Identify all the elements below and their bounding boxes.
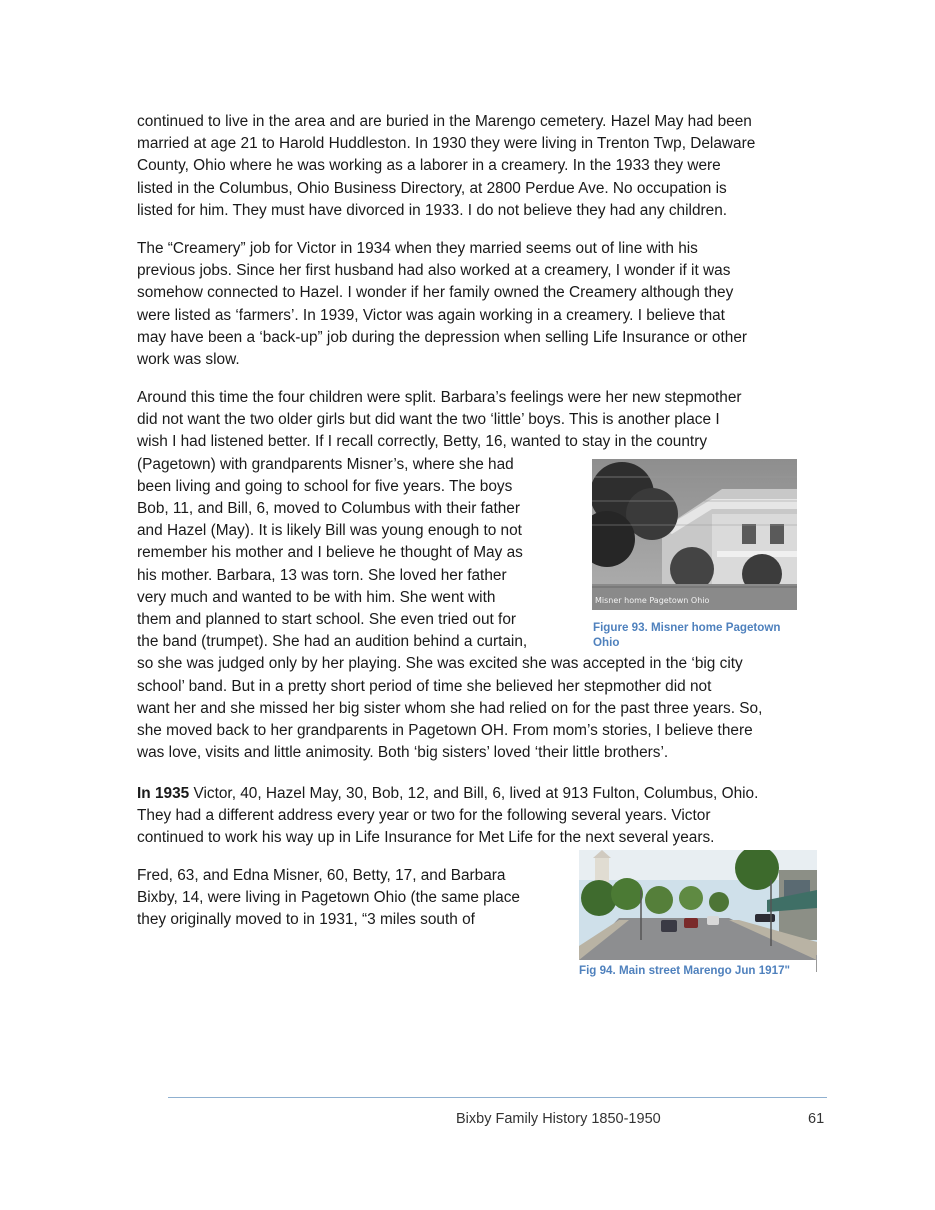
text-line: somehow connected to Hazel. I wonder if her family owned the Creamery although they (137, 284, 734, 302)
paragraph-1 (137, 111, 755, 222)
text-line: were listed as ‘farmers’. In 1939, Victor was again working in a creamery. I believe that (137, 306, 725, 324)
text-line: his mother. Barbara, 13 was torn. She loved her father (137, 566, 507, 584)
text-line: so she was judged only by her playing. She was excited she was accepted in the ‘big city (137, 655, 743, 673)
caption-line: Figure 93. Misner home Pagetown (593, 621, 781, 634)
text-line: work was slow. (137, 351, 240, 369)
text-line: The “Creamery” job for Victor in 1934 when they married seems out of line with his (137, 240, 698, 257)
footer-rule (168, 1097, 827, 1098)
paragraph-5 (137, 865, 520, 932)
figure-94-border (816, 955, 817, 972)
text-line: Fred, 63, and Edna Misner, 60, Betty, 17, and Barbara (137, 867, 506, 884)
text-line: listed for him. They must have divorced in 1933. I do not believe they had any children. (137, 201, 728, 219)
text-line: may have been a ‘back-up” job during the depression when selling Life Insurance or other (137, 328, 748, 346)
text-line: them and planned to start school. She even tried out for (137, 611, 517, 629)
text-line: remember his mother and I believe he thought of May as (137, 544, 523, 562)
text-line: Bob, 11, and Bill, 6, moved to Columbus with their father (137, 500, 520, 518)
text-line: school’ band. But in a pretty short period of time she believed her stepmother did not (137, 677, 712, 695)
text-line: was love, visits and little animosity. Both ‘big sisters’ loved ‘their little brothers’. (137, 744, 669, 762)
text-line: previous jobs. Since her first husband had also worked at a creamery, I wonder if it was (137, 262, 731, 280)
text-line: and Hazel (May). It is likely Bill was young enough to not (137, 522, 522, 540)
text-line: married at age 21 to Harold Huddleston. In 1930 they were living in Trenton Twp, Delaware (137, 135, 756, 153)
misner-home-photo (592, 459, 797, 610)
text-line: did not want the two older girls but did want the two ‘little’ boys. This is another place I (137, 411, 720, 429)
text-line: (Pagetown) with grandparents Misner’s, where she had (137, 455, 514, 473)
text-line: County, Ohio where he was working as a laborer in a creamery. In the 1933 they were (137, 157, 721, 175)
page-number: 61 (808, 1111, 825, 1127)
paragraph-4 (137, 783, 758, 850)
text-line: continued to live in the area and are buried in the Marengo cemetery. Hazel May had been (137, 113, 752, 130)
text-line: wish I had listened better. If I recall correctly, Betty, 16, wanted to stay in the country (137, 433, 708, 451)
text-line: very much and wanted to be with him. She went with (137, 588, 496, 606)
text-line: Bixby, 14, were living in Pagetown Ohio (the same place (137, 889, 520, 907)
text-line: want her and she missed her big sister whom she had relied on for the past three years. So, (137, 699, 763, 717)
caption-line: Ohio (593, 636, 620, 649)
photo-handwritten-label: Misner home Pagetown Ohio (595, 596, 710, 605)
text-line: listed in the Columbus, Ohio Business Directory, at 2800 Perdue Ave. No occupation is (137, 179, 727, 197)
text-line: been living and going to school for five years. The boys (137, 477, 513, 495)
text-line: she moved back to her grandparents in Pagetown OH. From mom’s stories, I believe there (137, 722, 753, 740)
figure-94-photo (579, 850, 817, 960)
text-line: Around this time the four children were split. Barbara’s feelings were her new stepmother (137, 389, 742, 406)
figure-94-caption: Fig 94. Main street Marengo Jun 1917" (579, 964, 791, 977)
year-heading: In 1935 (137, 785, 190, 802)
text-line: the band (trumpet). She had an audition behind a curtain, (137, 633, 528, 651)
text-line: continued to work his way up in Life Insurance for Met Life for the next several years. (137, 829, 715, 847)
text-line: They had a different address every year or two for the following several years. Victor (137, 807, 711, 825)
text-line (137, 783, 758, 805)
text-span: Victor, 40, Hazel May, 30, Bob, 12, and Bill, 6, lived at 913 Fulton, Columbus, Ohio. (189, 785, 759, 802)
text-line: they originally moved to in 1931, “3 miles south of (137, 911, 475, 929)
figure-93-caption (593, 620, 780, 650)
footer-title: Bixby Family History 1850-1950 (456, 1111, 661, 1127)
main-street-photo (579, 850, 817, 960)
paragraph-2 (137, 238, 747, 371)
figure-93-photo (592, 459, 797, 610)
